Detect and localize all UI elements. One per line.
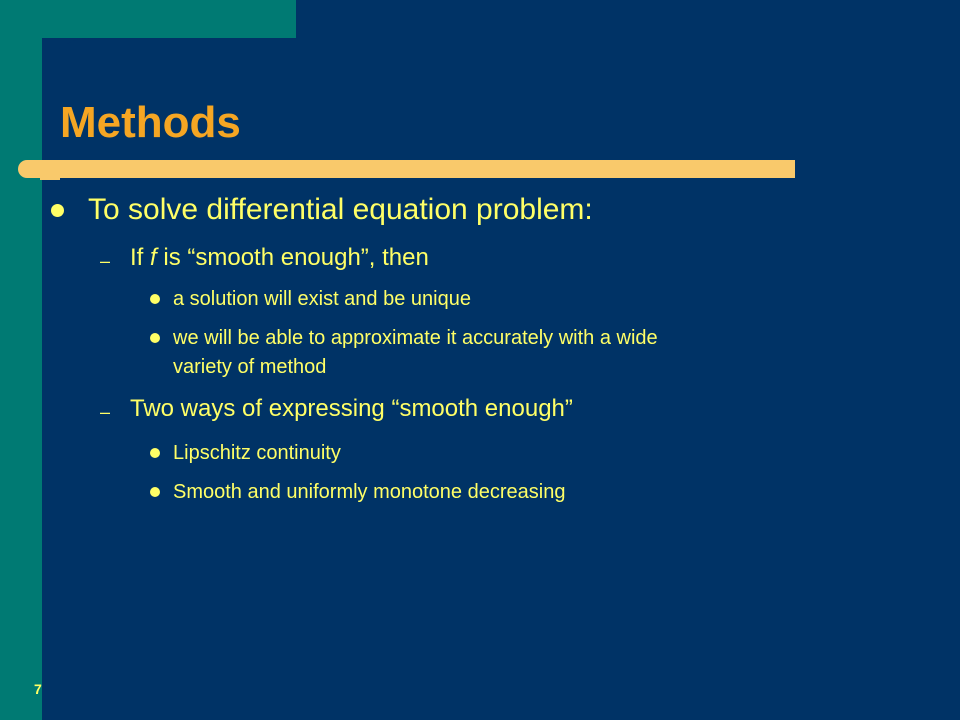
bullet-icon bbox=[51, 204, 64, 217]
bullet-level3: Lipschitz continuity bbox=[173, 442, 341, 464]
title-underline bbox=[18, 160, 795, 178]
bullet-level2: Two ways of expressing “smooth enough” bbox=[130, 395, 573, 422]
bullet-level3: Smooth and uniformly monotone decreasing bbox=[173, 481, 566, 503]
bullet-text: If bbox=[130, 244, 151, 271]
bullet-icon bbox=[150, 487, 160, 497]
bullet-level3-continuation: variety of method bbox=[173, 356, 327, 378]
title-underline-nub bbox=[40, 174, 60, 180]
slide-number: 7 bbox=[34, 681, 42, 697]
left-accent-bar bbox=[0, 0, 42, 720]
variable-f: f bbox=[150, 244, 157, 271]
bullet-level1: To solve differential equation problem: bbox=[88, 193, 593, 226]
slide-title: Methods bbox=[60, 98, 241, 147]
bullet-level3: a solution will exist and be unique bbox=[173, 288, 471, 310]
bullet-level3: we will be able to approximate it accurately with a wide bbox=[173, 327, 658, 349]
corner-curve bbox=[42, 38, 90, 86]
top-accent-bar bbox=[0, 0, 296, 38]
dash-icon: – bbox=[100, 402, 111, 422]
bullet-icon bbox=[150, 333, 160, 343]
bullet-icon bbox=[150, 448, 160, 458]
bullet-text: is “smooth enough”, then bbox=[156, 244, 429, 271]
dash-icon: – bbox=[100, 251, 111, 271]
bullet-icon bbox=[150, 294, 160, 304]
bullet-level2 bbox=[130, 243, 429, 273]
